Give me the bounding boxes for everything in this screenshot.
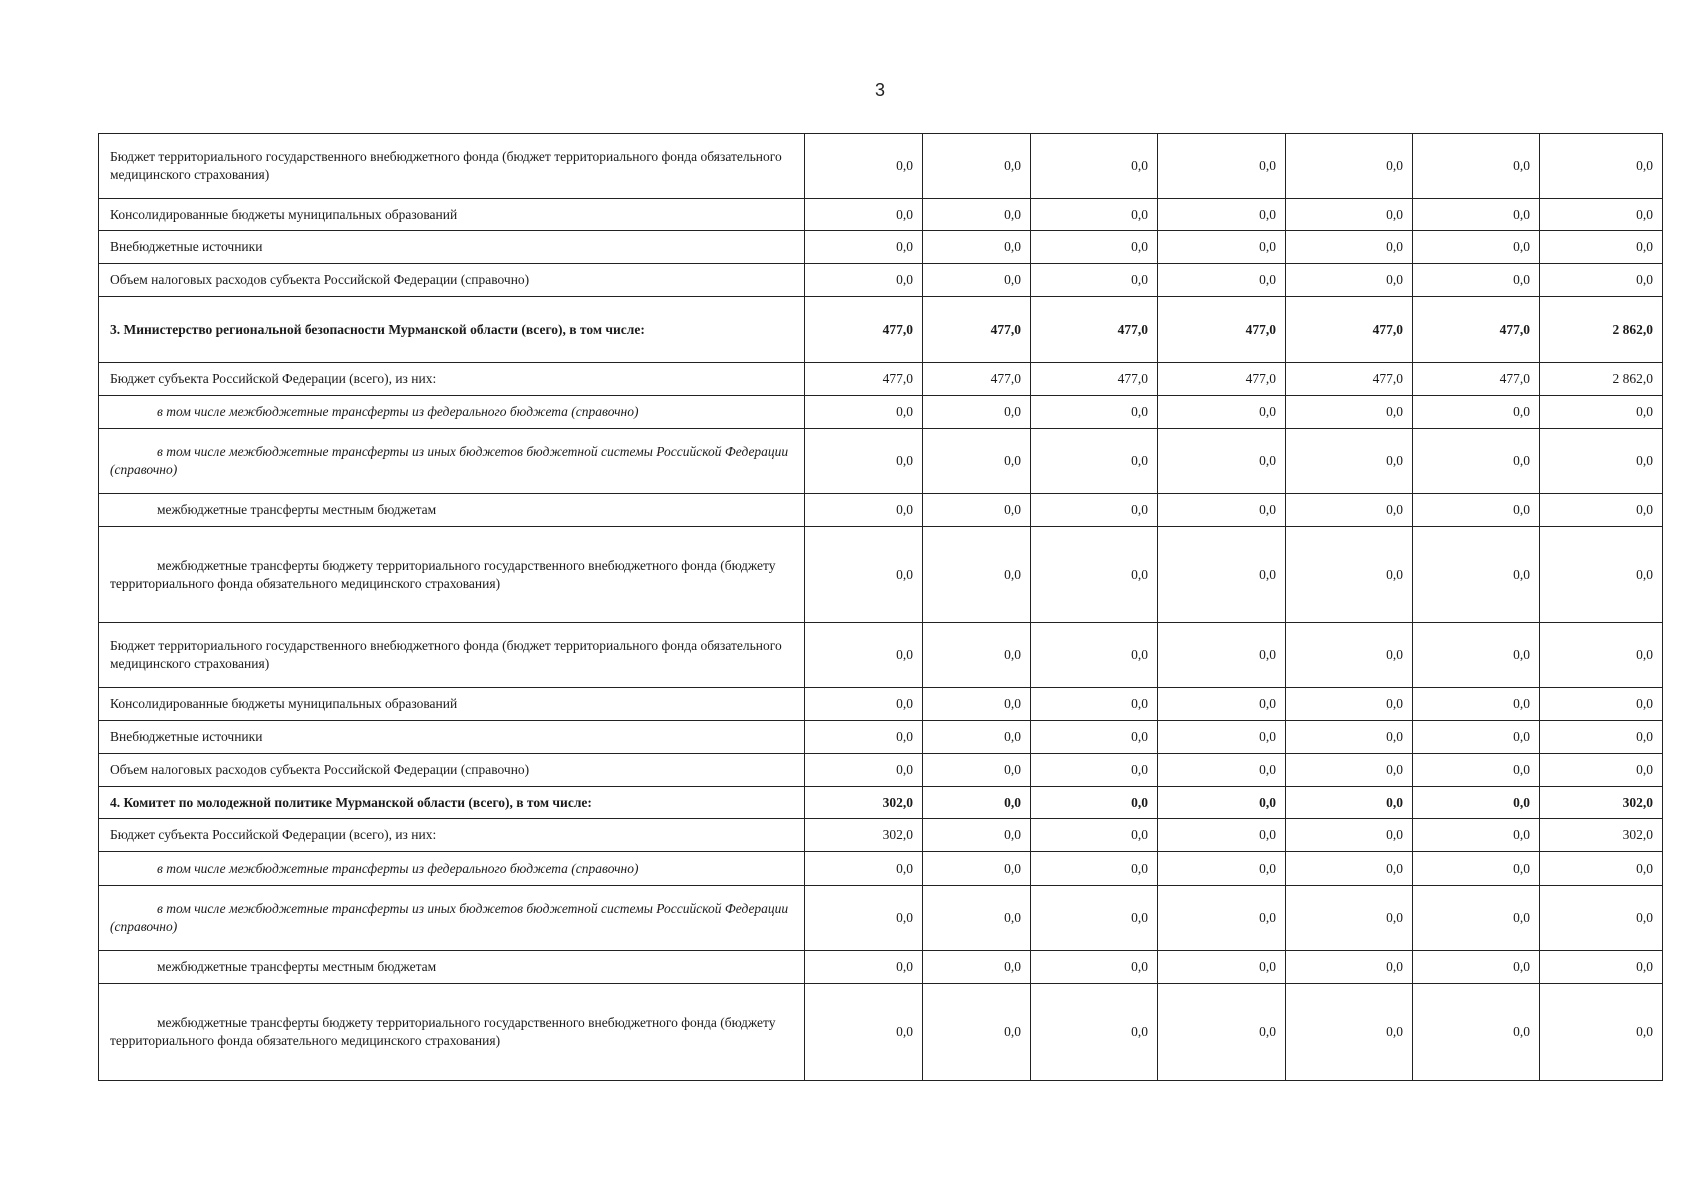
- value-cell: 0,0: [805, 984, 923, 1081]
- value-cell: 0,0: [1286, 688, 1413, 721]
- value-cell: 0,0: [1158, 199, 1286, 231]
- value-cell: 0,0: [1413, 754, 1540, 787]
- value-cell: 0,0: [1540, 429, 1663, 494]
- value-cell: 0,0: [1158, 852, 1286, 886]
- value-cell: 0,0: [923, 721, 1031, 754]
- value-cell: 0,0: [805, 494, 923, 527]
- value-cell: 0,0: [1158, 623, 1286, 688]
- value-cell: 0,0: [923, 134, 1031, 199]
- value-cell: 0,0: [1413, 494, 1540, 527]
- value-cell: 302,0: [1540, 787, 1663, 819]
- budget-table: [98, 133, 1663, 1081]
- value-cell: 0,0: [1286, 231, 1413, 264]
- row-label: Консолидированные бюджеты муниципальных образований: [99, 199, 805, 231]
- value-cell: 0,0: [1286, 396, 1413, 429]
- value-cell: 0,0: [923, 396, 1031, 429]
- value-cell: 0,0: [805, 754, 923, 787]
- table-row: [99, 984, 1663, 1081]
- table-row: [99, 134, 1663, 199]
- value-cell: 0,0: [1158, 494, 1286, 527]
- value-cell: 0,0: [805, 852, 923, 886]
- value-cell: 0,0: [805, 134, 923, 199]
- value-cell: 477,0: [805, 363, 923, 396]
- row-label: Внебюджетные источники: [99, 721, 805, 754]
- value-cell: 477,0: [923, 363, 1031, 396]
- value-cell: 0,0: [1413, 688, 1540, 721]
- value-cell: 302,0: [805, 787, 923, 819]
- value-cell: 0,0: [1286, 199, 1413, 231]
- value-cell: 477,0: [1158, 297, 1286, 363]
- row-label: Объем налоговых расходов субъекта Российской Федерации (справочно): [99, 754, 805, 787]
- table-row: [99, 754, 1663, 787]
- value-cell: 0,0: [1031, 623, 1158, 688]
- value-cell: 0,0: [1286, 623, 1413, 688]
- value-cell: 477,0: [923, 297, 1031, 363]
- value-cell: 0,0: [1413, 819, 1540, 852]
- value-cell: 0,0: [1158, 721, 1286, 754]
- value-cell: 0,0: [1158, 688, 1286, 721]
- table-row: [99, 527, 1663, 623]
- value-cell: 2 862,0: [1540, 363, 1663, 396]
- value-cell: 0,0: [805, 623, 923, 688]
- row-label: 4. Комитет по молодежной политике Мурманской области (всего), в том числе:: [99, 787, 805, 819]
- value-cell: 0,0: [1540, 264, 1663, 297]
- value-cell: 0,0: [1286, 494, 1413, 527]
- page-number: 3: [874, 80, 885, 100]
- value-cell: 0,0: [1286, 984, 1413, 1081]
- table-row: [99, 231, 1663, 264]
- value-cell: 0,0: [1286, 721, 1413, 754]
- value-cell: 0,0: [1413, 527, 1540, 623]
- value-cell: 0,0: [923, 264, 1031, 297]
- value-cell: 0,0: [1413, 984, 1540, 1081]
- table-row: [99, 623, 1663, 688]
- value-cell: 0,0: [1540, 721, 1663, 754]
- value-cell: 302,0: [805, 819, 923, 852]
- value-cell: 0,0: [923, 231, 1031, 264]
- value-cell: 0,0: [1031, 231, 1158, 264]
- value-cell: 0,0: [923, 951, 1031, 984]
- value-cell: 0,0: [1031, 787, 1158, 819]
- value-cell: 0,0: [1413, 852, 1540, 886]
- value-cell: 0,0: [923, 852, 1031, 886]
- value-cell: 0,0: [1286, 264, 1413, 297]
- row-label: Бюджет территориального государственного внебюджетного фонда (бюджет территориального фонда обязательного медицинского страхования): [99, 623, 805, 688]
- value-cell: 0,0: [1031, 429, 1158, 494]
- value-cell: 0,0: [1031, 264, 1158, 297]
- value-cell: 0,0: [1158, 134, 1286, 199]
- value-cell: 0,0: [923, 819, 1031, 852]
- value-cell: 0,0: [1413, 231, 1540, 264]
- row-label: межбюджетные трансферты бюджету территориального государственного внебюджетного фонда (бюджету территориального фонда обязательного медицинского страхования): [99, 527, 805, 623]
- value-cell: 0,0: [1031, 396, 1158, 429]
- table-row: [99, 787, 1663, 819]
- value-cell: 0,0: [805, 688, 923, 721]
- value-cell: 477,0: [1031, 297, 1158, 363]
- value-cell: 0,0: [1286, 787, 1413, 819]
- value-cell: 0,0: [923, 886, 1031, 951]
- value-cell: 0,0: [1540, 231, 1663, 264]
- value-cell: 0,0: [1158, 787, 1286, 819]
- table-row: [99, 688, 1663, 721]
- value-cell: 0,0: [1540, 754, 1663, 787]
- value-cell: 0,0: [923, 787, 1031, 819]
- value-cell: 0,0: [1031, 819, 1158, 852]
- value-cell: 477,0: [1413, 297, 1540, 363]
- value-cell: 0,0: [1540, 886, 1663, 951]
- value-cell: 0,0: [1540, 984, 1663, 1081]
- value-cell: 0,0: [923, 688, 1031, 721]
- value-cell: 0,0: [1158, 264, 1286, 297]
- row-label: в том числе межбюджетные трансферты из федерального бюджета (справочно): [99, 396, 805, 429]
- row-label: Бюджет субъекта Российской Федерации (всего), из них:: [99, 819, 805, 852]
- value-cell: 0,0: [805, 527, 923, 623]
- table-row: [99, 494, 1663, 527]
- value-cell: 0,0: [923, 754, 1031, 787]
- table-row: [99, 429, 1663, 494]
- value-cell: 0,0: [1286, 754, 1413, 787]
- value-cell: 0,0: [805, 199, 923, 231]
- value-cell: 0,0: [1413, 886, 1540, 951]
- value-cell: 0,0: [1540, 527, 1663, 623]
- value-cell: 0,0: [1031, 688, 1158, 721]
- value-cell: 0,0: [1158, 754, 1286, 787]
- value-cell: 477,0: [1031, 363, 1158, 396]
- value-cell: 0,0: [1540, 134, 1663, 199]
- value-cell: 0,0: [1158, 886, 1286, 951]
- value-cell: 302,0: [1540, 819, 1663, 852]
- value-cell: 477,0: [805, 297, 923, 363]
- value-cell: 0,0: [1413, 721, 1540, 754]
- value-cell: 0,0: [1540, 494, 1663, 527]
- value-cell: 0,0: [1031, 721, 1158, 754]
- value-cell: 0,0: [1286, 429, 1413, 494]
- row-label: межбюджетные трансферты местным бюджетам: [99, 494, 805, 527]
- table-row: [99, 951, 1663, 984]
- value-cell: 0,0: [1286, 819, 1413, 852]
- table-row: [99, 886, 1663, 951]
- row-label: в том числе межбюджетные трансферты из иных бюджетов бюджетной системы Российской Федерации (справочно): [99, 429, 805, 494]
- table-row: [99, 264, 1663, 297]
- value-cell: 0,0: [1031, 199, 1158, 231]
- value-cell: 0,0: [1413, 951, 1540, 984]
- value-cell: 0,0: [1031, 134, 1158, 199]
- value-cell: 0,0: [923, 623, 1031, 688]
- row-label: Внебюджетные источники: [99, 231, 805, 264]
- value-cell: 0,0: [1413, 199, 1540, 231]
- table-row: [99, 721, 1663, 754]
- value-cell: 0,0: [923, 429, 1031, 494]
- value-cell: 0,0: [1413, 623, 1540, 688]
- value-cell: 0,0: [1158, 819, 1286, 852]
- value-cell: 0,0: [1540, 951, 1663, 984]
- value-cell: 0,0: [1413, 396, 1540, 429]
- table-row: [99, 297, 1663, 363]
- value-cell: 0,0: [1158, 984, 1286, 1081]
- value-cell: 0,0: [805, 429, 923, 494]
- value-cell: 477,0: [1158, 363, 1286, 396]
- value-cell: 0,0: [1158, 527, 1286, 623]
- value-cell: 0,0: [1158, 396, 1286, 429]
- value-cell: 0,0: [1540, 852, 1663, 886]
- value-cell: 0,0: [805, 264, 923, 297]
- value-cell: 0,0: [1540, 396, 1663, 429]
- value-cell: 0,0: [1413, 787, 1540, 819]
- value-cell: 0,0: [1540, 623, 1663, 688]
- value-cell: 0,0: [1413, 429, 1540, 494]
- row-label: Консолидированные бюджеты муниципальных образований: [99, 688, 805, 721]
- row-label: Бюджет территориального государственного внебюджетного фонда (бюджет территориального фонда обязательного медицинского страхования): [99, 134, 805, 199]
- value-cell: 477,0: [1286, 363, 1413, 396]
- table-row: [99, 852, 1663, 886]
- value-cell: 0,0: [1286, 852, 1413, 886]
- value-cell: 0,0: [805, 721, 923, 754]
- row-label: 3. Министерство региональной безопасности Мурманской области (всего), в том числе:: [99, 297, 805, 363]
- value-cell: 0,0: [1286, 951, 1413, 984]
- table-row: [99, 396, 1663, 429]
- value-cell: 0,0: [1031, 984, 1158, 1081]
- value-cell: 0,0: [923, 494, 1031, 527]
- value-cell: 0,0: [1413, 134, 1540, 199]
- value-cell: 0,0: [923, 527, 1031, 623]
- value-cell: 2 862,0: [1540, 297, 1663, 363]
- value-cell: 0,0: [805, 886, 923, 951]
- value-cell: 0,0: [1286, 527, 1413, 623]
- table-body: [99, 134, 1663, 1081]
- table-row: [99, 363, 1663, 396]
- table-row: [99, 819, 1663, 852]
- value-cell: 0,0: [923, 984, 1031, 1081]
- row-label: Объем налоговых расходов субъекта Российской Федерации (справочно): [99, 264, 805, 297]
- row-label: межбюджетные трансферты местным бюджетам: [99, 951, 805, 984]
- table-row: [99, 199, 1663, 231]
- value-cell: 0,0: [1031, 494, 1158, 527]
- value-cell: 0,0: [1540, 688, 1663, 721]
- value-cell: 0,0: [1286, 886, 1413, 951]
- value-cell: 0,0: [1413, 264, 1540, 297]
- value-cell: 477,0: [1413, 363, 1540, 396]
- value-cell: 0,0: [805, 396, 923, 429]
- value-cell: 0,0: [923, 199, 1031, 231]
- value-cell: 0,0: [1158, 231, 1286, 264]
- value-cell: 0,0: [1031, 527, 1158, 623]
- value-cell: 477,0: [1286, 297, 1413, 363]
- row-label: в том числе межбюджетные трансферты из иных бюджетов бюджетной системы Российской Федерации (справочно): [99, 886, 805, 951]
- value-cell: 0,0: [1031, 886, 1158, 951]
- value-cell: 0,0: [805, 231, 923, 264]
- value-cell: 0,0: [1031, 951, 1158, 984]
- value-cell: 0,0: [1031, 754, 1158, 787]
- row-label: в том числе межбюджетные трансферты из федерального бюджета (справочно): [99, 852, 805, 886]
- value-cell: 0,0: [1031, 852, 1158, 886]
- row-label: Бюджет субъекта Российской Федерации (всего), из них:: [99, 363, 805, 396]
- row-label: межбюджетные трансферты бюджету территориального государственного внебюджетного фонда (бюджету территориального фонда обязательного медицинского страхования): [99, 984, 805, 1081]
- value-cell: 0,0: [1158, 951, 1286, 984]
- value-cell: 0,0: [1158, 429, 1286, 494]
- value-cell: 0,0: [1540, 199, 1663, 231]
- value-cell: 0,0: [1286, 134, 1413, 199]
- value-cell: 0,0: [805, 951, 923, 984]
